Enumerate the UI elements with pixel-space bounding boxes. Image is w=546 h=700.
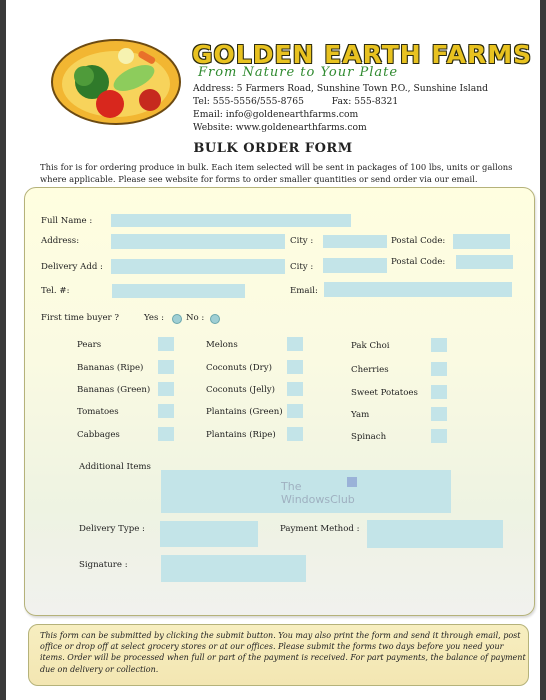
produce-label: Bananas (Green) bbox=[77, 385, 151, 395]
produce-checkbox-cherries[interactable] bbox=[431, 362, 447, 376]
order-form-page bbox=[6, 0, 540, 700]
contact-block bbox=[193, 82, 488, 134]
tel-label: Tel. #: bbox=[41, 286, 70, 296]
intro-text: This for is for ordering produce in bulk. Each item selected will be sent in packages of 100 lbs, units or gallons where applicable. Please see website for forms to order smaller quantities or send order via our email. bbox=[40, 162, 513, 184]
produce-checkbox-melons[interactable] bbox=[287, 337, 303, 351]
submission-note-box bbox=[28, 624, 529, 686]
produce-label: Pears bbox=[77, 340, 102, 350]
delivery-city-label: City : bbox=[290, 262, 314, 272]
produce-checkbox-bananas-green[interactable] bbox=[158, 382, 174, 396]
yes-label: Yes : bbox=[144, 313, 165, 323]
produce-label: Melons bbox=[206, 340, 238, 350]
tel-text: Tel: 555-5556/555-8765 bbox=[193, 96, 304, 107]
address-line: Address: 5 Farmers Road, Sunshine Town P.O., Sunshine Island bbox=[193, 83, 489, 94]
first-time-buyer-label: First time buyer ? bbox=[41, 313, 120, 323]
no-radio[interactable] bbox=[210, 314, 220, 324]
tel-field[interactable] bbox=[112, 284, 245, 298]
watermark bbox=[281, 480, 355, 506]
brand-name: GOLDEN EARTH FARMS bbox=[192, 40, 533, 69]
no-label: No : bbox=[186, 313, 205, 323]
additional-items-label: Additional Items bbox=[79, 462, 151, 472]
produce-label: Plantains (Green) bbox=[206, 407, 283, 417]
produce-checkbox-plantains-ripe[interactable] bbox=[287, 427, 303, 441]
produce-checkbox-pak-choi[interactable] bbox=[431, 338, 447, 352]
email-field[interactable] bbox=[324, 282, 512, 297]
phone-line bbox=[193, 95, 488, 108]
produce-label: Bananas (Ripe) bbox=[77, 363, 144, 373]
produce-checkbox-plantains-green[interactable] bbox=[287, 404, 303, 418]
postal-code-field[interactable] bbox=[453, 234, 510, 249]
address-field[interactable] bbox=[111, 234, 285, 249]
full-name-field[interactable] bbox=[111, 214, 351, 227]
produce-label: Plantains (Ripe) bbox=[206, 430, 276, 440]
produce-checkbox-bananas-ripe[interactable] bbox=[158, 360, 174, 374]
watermark-line1: The bbox=[281, 480, 302, 493]
delivery-type-field[interactable] bbox=[160, 521, 258, 547]
delivery-city-field[interactable] bbox=[323, 258, 387, 273]
watermark-logo-icon bbox=[347, 477, 357, 487]
brand-tagline: From Nature to Your Plate bbox=[198, 65, 399, 80]
website-line: Website: www.goldenearthfarms.com bbox=[193, 122, 367, 133]
yes-radio[interactable] bbox=[172, 314, 182, 324]
produce-checkbox-pears[interactable] bbox=[158, 337, 174, 351]
produce-checkbox-spinach[interactable] bbox=[431, 429, 447, 443]
produce-checkbox-tomatoes[interactable] bbox=[158, 404, 174, 418]
produce-checkbox-coconuts-jelly[interactable] bbox=[287, 382, 303, 396]
watermark-line2: WindowsClub bbox=[281, 493, 355, 506]
order-form-panel bbox=[24, 187, 535, 616]
produce-label: Cherries bbox=[351, 365, 389, 375]
delivery-type-label: Delivery Type : bbox=[79, 524, 145, 534]
signature-field[interactable] bbox=[161, 555, 306, 582]
full-name-label: Full Name : bbox=[41, 216, 93, 226]
delivery-postal-code-label: Postal Code: bbox=[391, 257, 446, 267]
delivery-address-label: Delivery Add : bbox=[41, 262, 103, 272]
produce-label: Coconuts (Dry) bbox=[206, 363, 272, 373]
address-label: Address: bbox=[41, 236, 80, 246]
produce-label: Pak Choi bbox=[351, 341, 390, 351]
produce-checkbox-sweet-potatoes[interactable] bbox=[431, 385, 447, 399]
produce-label: Sweet Potatoes bbox=[351, 388, 418, 398]
signature-label: Signature : bbox=[79, 560, 128, 570]
produce-checkbox-coconuts-dry[interactable] bbox=[287, 360, 303, 374]
produce-checkbox-cabbages[interactable] bbox=[158, 427, 174, 441]
city-label: City : bbox=[290, 236, 314, 246]
email-label: Email: bbox=[290, 286, 318, 296]
produce-label: Spinach bbox=[351, 432, 387, 442]
produce-label: Coconuts (Jelly) bbox=[206, 385, 275, 395]
farm-logo bbox=[46, 34, 188, 128]
produce-label: Yam bbox=[351, 410, 370, 420]
produce-checkbox-yam[interactable] bbox=[431, 407, 447, 421]
fax-text: Fax: 555-8321 bbox=[331, 96, 399, 107]
delivery-postal-code-field[interactable] bbox=[456, 255, 513, 269]
delivery-address-field[interactable] bbox=[111, 259, 285, 274]
form-title: BULK ORDER FORM bbox=[193, 141, 353, 156]
city-field[interactable] bbox=[323, 235, 387, 248]
produce-label: Tomatoes bbox=[77, 407, 119, 417]
payment-method-label: Payment Method : bbox=[280, 524, 360, 534]
payment-method-field[interactable] bbox=[367, 520, 503, 548]
submission-note-text: This form can be submitted by clicking the submit button. You may also print the form and send it through email, post office or drop off at select grocery stores or at our offices. Please submit the forms two days before you need your items. Order will be processed when full or part of the payment is received. For part payments, the balance of payment due on delivery or collection. bbox=[40, 631, 526, 674]
email-line: Email: info@goldenearthfarms.com bbox=[193, 109, 359, 120]
postal-code-label: Postal Code: bbox=[391, 236, 446, 246]
produce-label: Cabbages bbox=[77, 430, 120, 440]
